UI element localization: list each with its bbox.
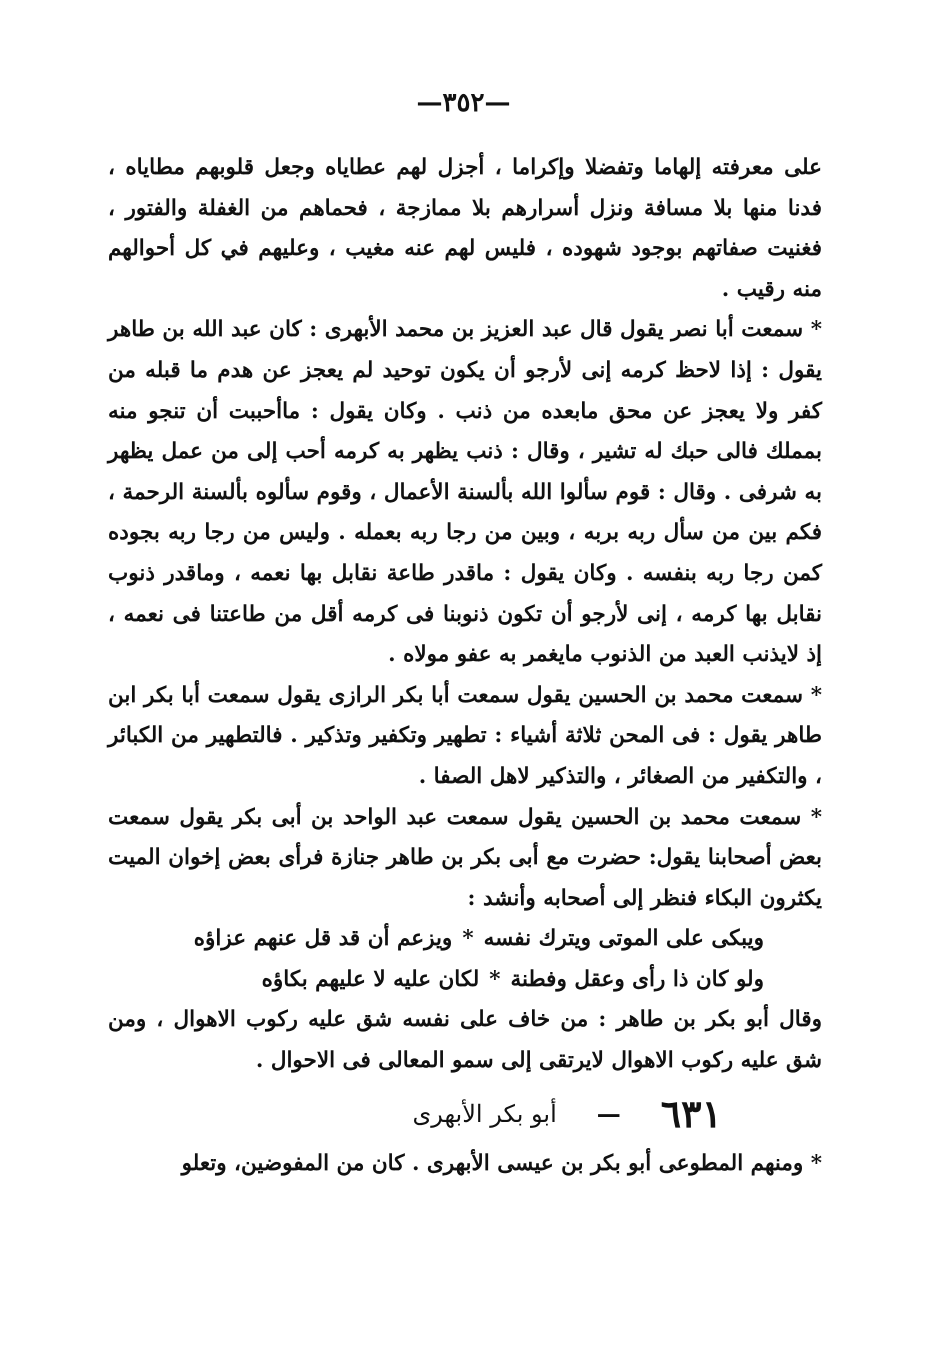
paragraph-opening: على معرفته إلهاما وتفضلا وإكراما ، أجزل لهم عطاياه وجعل قلوبهم مطاياه ، فدنا منها بلا مسافة ونزل أسرارهم بلا ممازجة ، فحماهم من الغفلة والفتور ، فغنيت صفاتهم بوجود شهوده ، فليس لهم عنه مغيب ، وعليهم في كل أحوالهم منه رقيب . <box>108 155 822 302</box>
poem-verse <box>108 919 822 960</box>
entry-heading <box>108 1086 822 1144</box>
paragraph-next-entry: * ومنهم المطوعى أبو بكر بن عيسى الأبهرى . كان من المفوضين، وتعلو <box>181 1150 822 1176</box>
paragraph-abdallah-ibn-tahir: * سمعت أبا نصر يقول قال عبد العزيز بن محمد الأبهرى : كان عبد الله بن طاهر يقول : إذا لاحظ كرمه إنى لأرجو أن يكون توحيد لم يعجز عن هدم ما قبله من كفر ولا يعجز عن محق مابعده من ذنب . وكان يقول : ماأحببت أن تنجو منه بمملك فالى حبك له تشير ، وقال : ذنب يظهر به كرمه أحب إلى من عمل يظهر به شرفى . وقال : قوم سألوا الله بألسنة الأعمال ، وقوم سألوه بألسنة الرحمة ، فكم بين من سأل ربه بربه ، وبين من رجا ربه بعمله . وليس من رجا ربه بجوده كمن رجا ربه بنفسه . وكان يقول : ماقدر طاعة نقابل بها نعمه ، وماقدر ذنوب نقابل بها كرمه ، إنى لأرجو أن تكون ذنوبنا فى كرمه أقل من طاعتنا فى نعمه ، إذ لايذنب العبد من الذنوب مايغمر به عفو مولاه . <box>108 317 822 668</box>
paragraph-trials: * سمعت محمد بن الحسين يقول سمعت أبا بكر الرازى يقول سمعت أبا بكر ابن طاهر يقول : فى المحن ثلاثة أشياء : تطهير وتكفير وتذكير . فالتطهير من الكبائر ، والتكفير من الصغائر ، والتذكير لاهل الصفا . <box>108 682 822 789</box>
verse-separator: * <box>462 926 474 952</box>
entry-number: ٦٣١ <box>660 1091 722 1137</box>
paragraph-funeral: * سمعت محمد بن الحسين يقول سمعت عبد الواحد بن أبى بكر يقول سمعت بعض أصحابنا يقول: حضرت مع أبى بكر بن طاهر جنازة فرأى بعض إخوان الميت يكثرون البكاء فنظر إلى أصحابه وأنشد : <box>108 804 822 911</box>
verse-second-hemistich: لكان عليه لا عليهم بكاؤه <box>261 966 480 992</box>
verse-separator: * <box>489 966 501 992</box>
page-number: —٣٥٢— <box>416 88 511 118</box>
verse-first-hemistich: ولو كان ذا رأى وعقل وفطنة <box>510 966 764 992</box>
entry-dash: — <box>596 1099 621 1129</box>
verse-second-hemistich: ويزعم أن قد قل عنهم عزاؤه <box>193 926 453 952</box>
verse-first-hemistich: ويبكى على الموتى ويترك نفسه <box>483 926 764 952</box>
poem <box>108 919 822 1000</box>
entry-name: أبو بكر الأبهرى <box>412 1100 557 1129</box>
main-text <box>108 148 822 1184</box>
poem-verse <box>108 960 822 1001</box>
paragraph-closing: وقال أبو بكر بن طاهر : من خاف على نفسه شق عليه ركوب الاهوال ، ومن شق عليه ركوب الاهوال لايرتقى إلى سمو المعالى فى الاحوال . <box>108 1007 822 1074</box>
